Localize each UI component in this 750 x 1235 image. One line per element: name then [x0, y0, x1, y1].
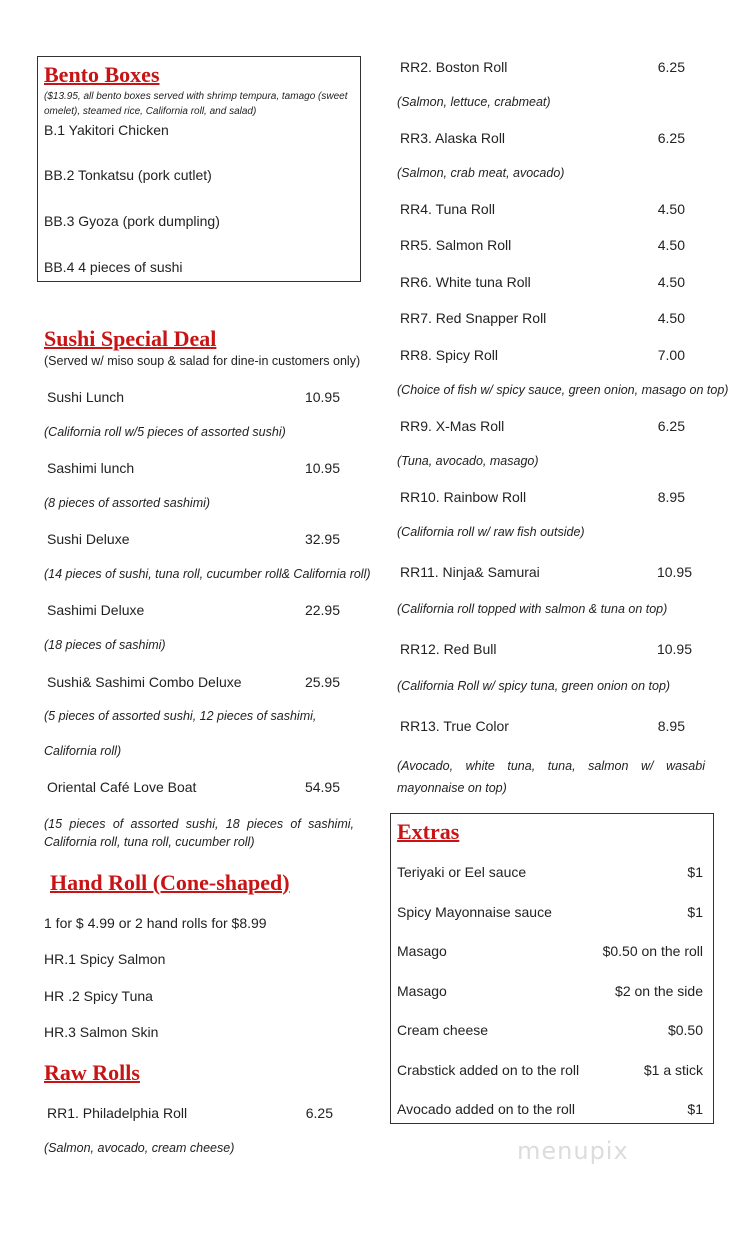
bento-title: Bento Boxes	[44, 62, 160, 87]
menu-item-price: 8.95	[657, 489, 685, 505]
menu-item-price: 6.25	[657, 130, 685, 146]
menu-item-price: 4.50	[657, 237, 685, 253]
menu-item-name: Sashimi lunch	[47, 460, 135, 476]
menu-item-price: 10.95	[304, 389, 340, 405]
menu-item-price: 4.50	[657, 201, 685, 217]
menu-item-price: 25.95	[304, 674, 340, 690]
extras-title: Extras	[397, 819, 460, 844]
bento-item: B.1 Yakitori Chicken	[44, 122, 169, 138]
menu-item-name: RR13. True Color	[400, 718, 509, 734]
menu-item-name: RR6. White tuna Roll	[400, 274, 531, 290]
extras-item-price: $2 on the side	[615, 983, 703, 999]
menu-item-desc: (8 pieces of assorted sashimi)	[44, 496, 211, 510]
raw-rolls-title: Raw Rolls	[44, 1060, 140, 1085]
bento-item: BB.3 Gyoza (pork dumpling)	[44, 213, 220, 229]
hand-roll-item: HR .2 Spicy Tuna	[44, 988, 153, 1004]
extras-item-name: Avocado added on to the roll	[397, 1101, 575, 1117]
menu-item-price: 10.95	[656, 641, 692, 657]
extras-item-name: Spicy Mayonnaise sauce	[397, 904, 552, 920]
menu-item-name: RR2. Boston Roll	[400, 59, 508, 75]
sushi-special-title: Sushi Special Deal	[44, 326, 217, 351]
menu-item-name: RR10. Rainbow Roll	[400, 489, 527, 505]
menu-item-price: 7.00	[657, 347, 685, 363]
extras-item-price: $1	[687, 864, 703, 880]
extras-item-price: $1	[687, 904, 703, 920]
extras-item-name: Crabstick added on to the roll	[397, 1062, 580, 1078]
extras-item-price: $1	[687, 1101, 703, 1117]
menu-item-desc: (California roll topped with salmon & tuna on top)	[397, 602, 668, 616]
watermark: menupix	[517, 1137, 629, 1165]
extras-item-name: Teriyaki or Eel sauce	[397, 864, 527, 880]
menu-item-desc: (14 pieces of sushi, tuna roll, cucumber roll& California roll)	[44, 567, 371, 581]
menu-item-price: 10.95	[656, 564, 692, 580]
menu-item-desc: (Salmon, lettuce, crabmeat)	[397, 95, 551, 109]
menu-item-desc-cont: California roll)	[44, 744, 122, 758]
menu-item-price: 6.25	[657, 418, 685, 434]
menu-item-desc: (Salmon, avocado, cream cheese)	[44, 1141, 235, 1155]
bento-item: BB.4 4 pieces of sushi	[44, 259, 183, 275]
menu-item-name: RR7. Red Snapper Roll	[400, 310, 547, 326]
menu-item-desc: (Avocado, white tuna, tuna, salmon w/ wasabi mayonnaise on top)	[397, 759, 705, 795]
hand-roll-item: HR.1 Spicy Salmon	[44, 951, 166, 967]
menu-item-price: 6.25	[305, 1105, 333, 1121]
menu-item-desc: (California roll w/ raw fish outside)	[397, 525, 585, 539]
menu-item-desc: (15 pieces of assorted sushi, 18 pieces of sashimi, California roll, tuna roll, cucumber roll)	[44, 817, 354, 849]
menu-item-desc: (18 pieces of sashimi)	[44, 638, 166, 652]
menu-item-price: 10.95	[304, 460, 340, 476]
menu-item-name: Sushi& Sashimi Combo Deluxe	[47, 674, 242, 690]
sushi-special-note: (Served w/ miso soup & salad for dine-in customers only)	[44, 354, 361, 368]
menu-item-name: RR11. Ninja& Samurai	[400, 564, 540, 580]
menu-item-name: RR5. Salmon Roll	[400, 237, 512, 253]
menu-item-name: Oriental Café Love Boat	[47, 779, 197, 795]
menu-item-name: Sushi Lunch	[47, 389, 125, 405]
bento-note: ($13.95, all bento boxes served with shrimp tempura, tamago (sweet omelet), steamed rice, California roll, and salad)	[44, 91, 348, 117]
menu-item-name: RR1. Philadelphia Roll	[47, 1105, 188, 1121]
extras-item-price: $0.50 on the roll	[602, 943, 703, 959]
menu-item-desc: (California roll w/5 pieces of assorted sushi)	[44, 425, 286, 439]
extras-item-name: Masago	[397, 943, 447, 959]
extras-item-name: Masago	[397, 983, 447, 999]
menu-item-name: RR8. Spicy Roll	[400, 347, 499, 363]
menu-item-name: Sashimi Deluxe	[47, 602, 145, 618]
menu-item-name: RR12. Red Bull	[400, 641, 497, 657]
menu-item-desc: (5 pieces of assorted sushi, 12 pieces of sashimi,	[44, 709, 317, 723]
hand-roll-note: 1 for $ 4.99 or 2 hand rolls for $8.99	[44, 915, 267, 931]
menu-item-price: 32.95	[304, 531, 340, 547]
extras-item-name: Cream cheese	[397, 1022, 489, 1038]
menu-item-name: Sushi Deluxe	[47, 531, 130, 547]
hand-roll-item: HR.3 Salmon Skin	[44, 1024, 159, 1040]
menu-item-price: 22.95	[304, 602, 340, 618]
bento-item: BB.2 Tonkatsu (pork cutlet)	[44, 167, 212, 183]
menu-item-desc: (Choice of fish w/ spicy sauce, green onion, masago on top)	[397, 383, 729, 397]
hand-roll-title: Hand Roll (Cone-shaped)	[50, 870, 290, 895]
menu-item-price: 6.25	[657, 59, 685, 75]
menu-item-name: RR9. X-Mas Roll	[400, 418, 505, 434]
menu-item-price: 54.95	[304, 779, 340, 795]
menu-item-name: RR4. Tuna Roll	[400, 201, 495, 217]
menu-item-desc: (Tuna, avocado, masago)	[397, 454, 539, 468]
extras-item-price: $0.50	[667, 1022, 703, 1038]
menu-item-desc: (California Roll w/ spicy tuna, green onion on top)	[397, 679, 671, 693]
menu-item-price: 4.50	[657, 310, 685, 326]
menu-item-price: 8.95	[657, 718, 685, 734]
menu-item-price: 4.50	[657, 274, 685, 290]
menu-item-desc: (Salmon, crab meat, avocado)	[397, 166, 565, 180]
menu-item-name: RR3. Alaska Roll	[400, 130, 506, 146]
extras-item-price: $1 a stick	[643, 1062, 703, 1078]
